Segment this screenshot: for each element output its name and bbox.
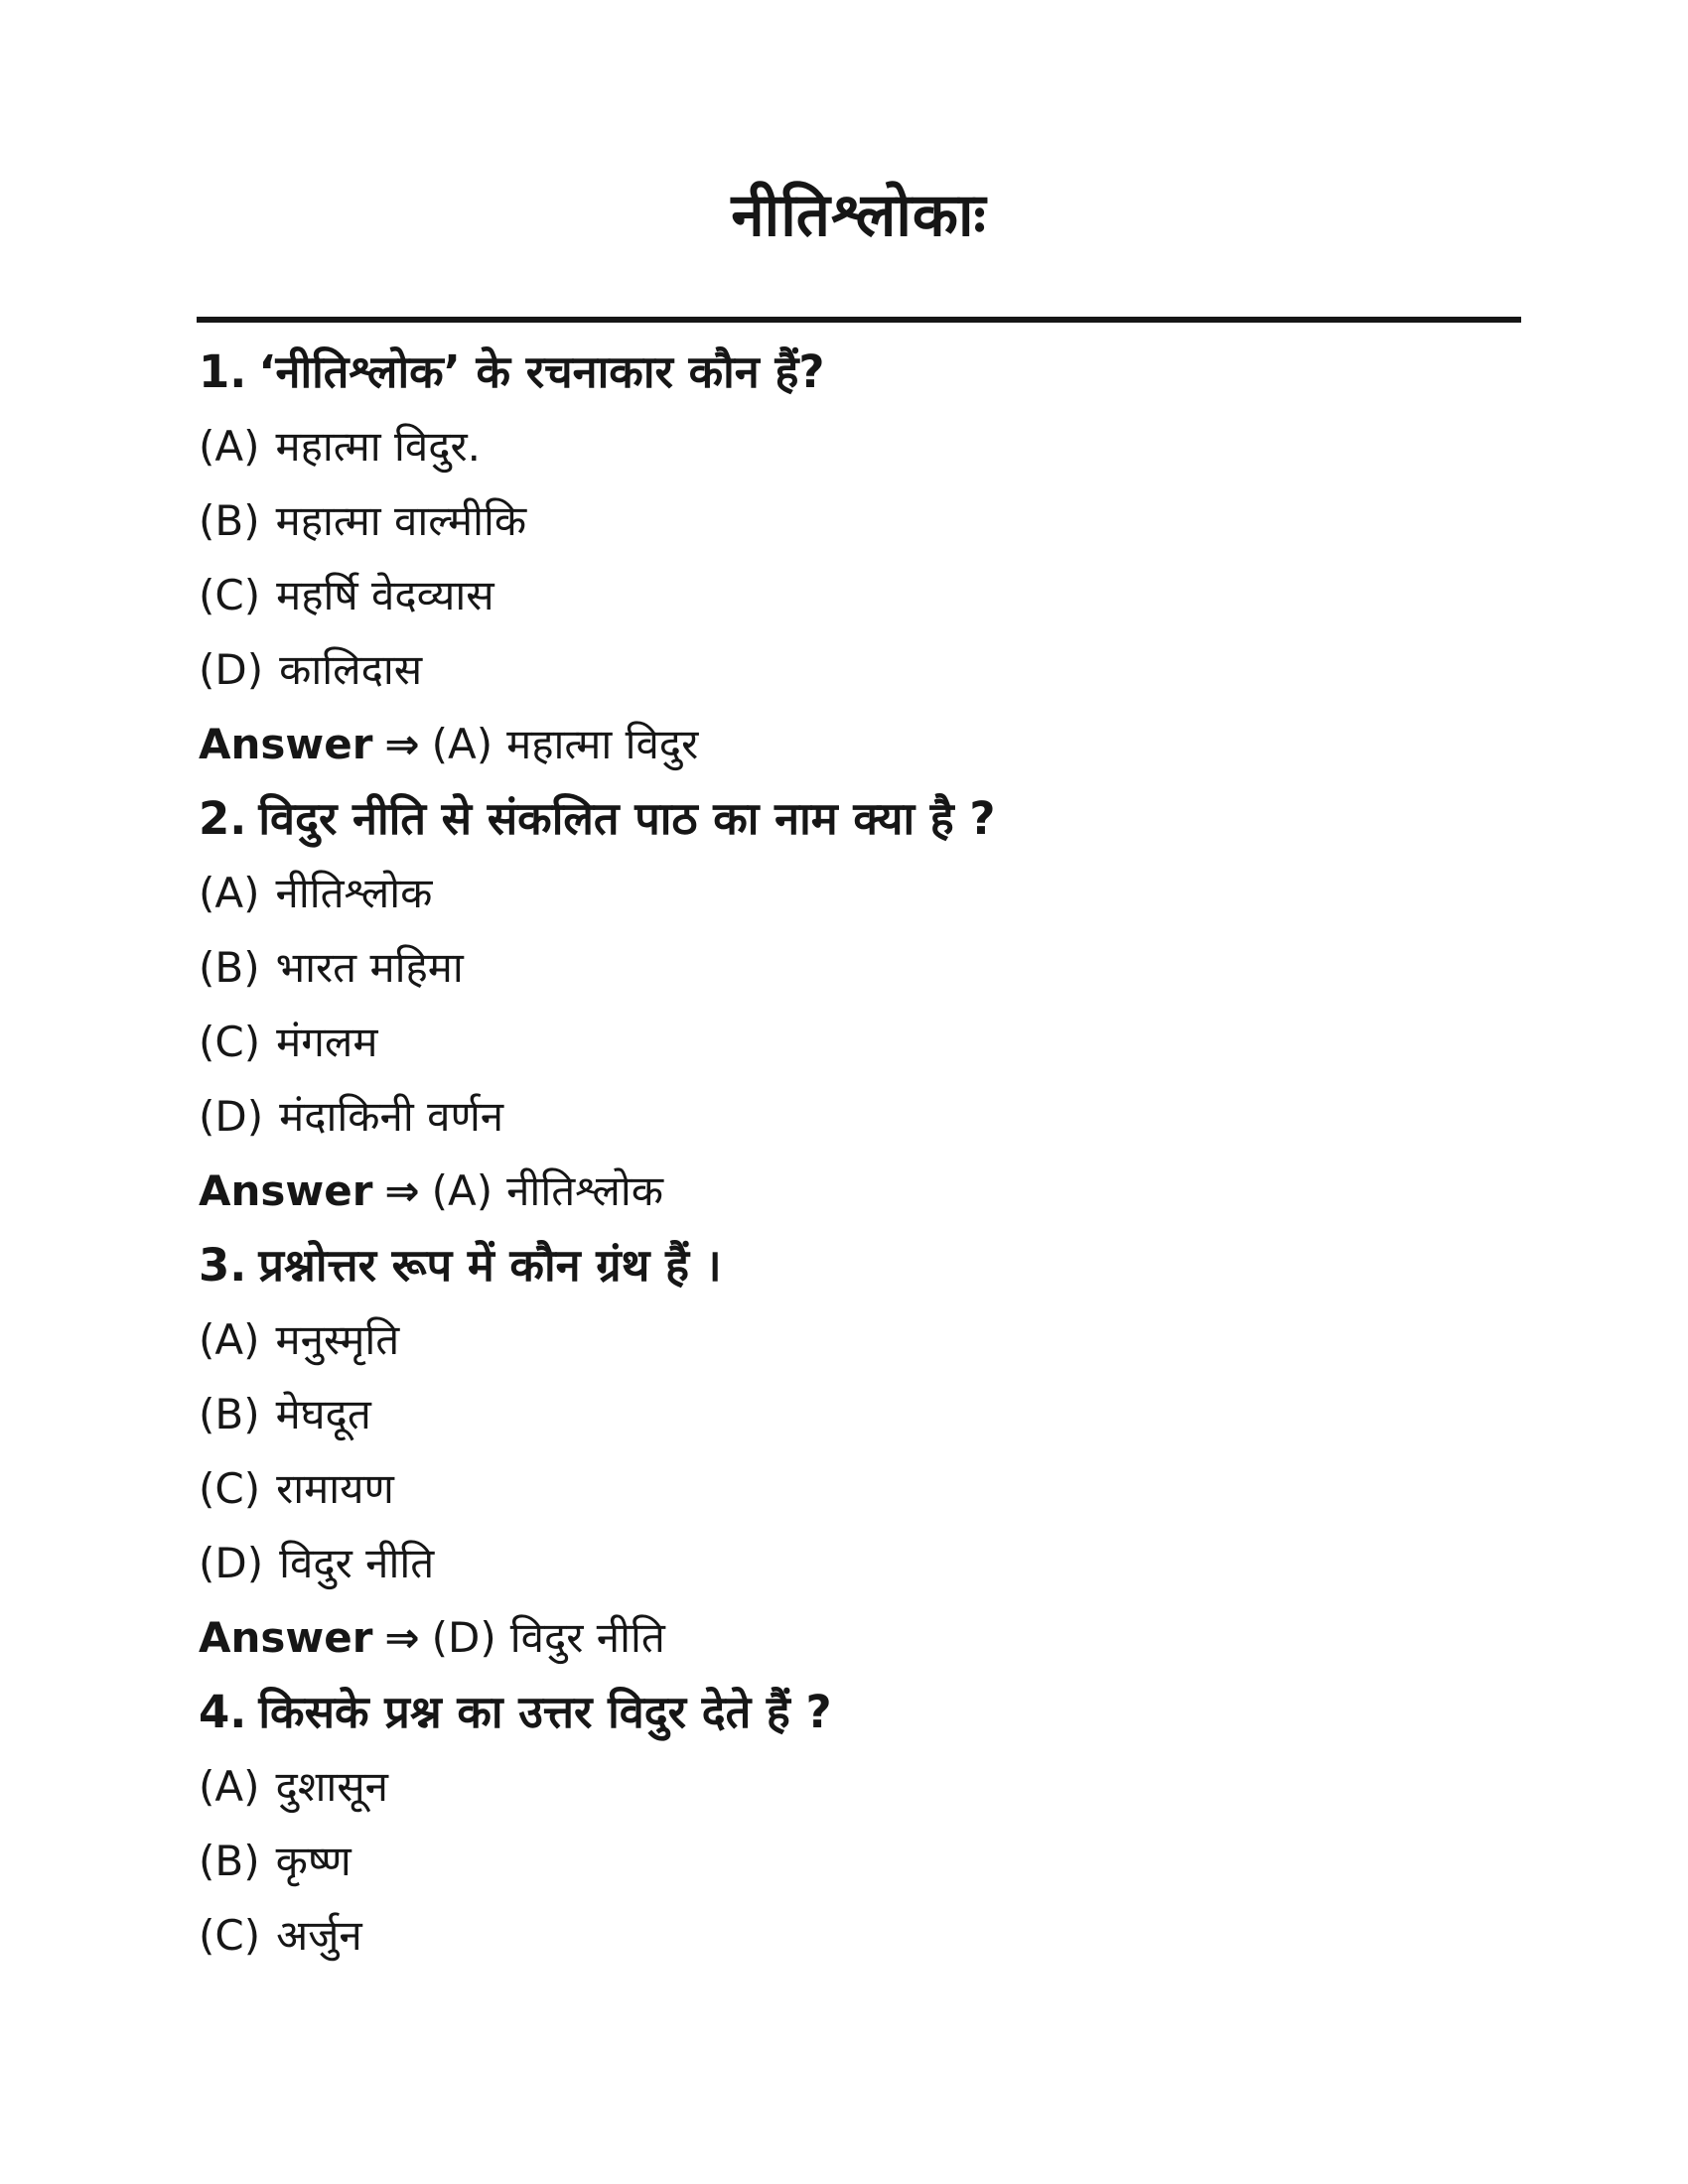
question-text: विदुर नीति से संकलित पाठ का नाम क्या है ? bbox=[258, 792, 996, 845]
option-row bbox=[199, 1836, 1521, 1887]
option-text: कृष्ण bbox=[275, 1837, 352, 1885]
option-row bbox=[199, 570, 1521, 621]
option-row bbox=[199, 1314, 1521, 1366]
option-key: (A) bbox=[199, 422, 260, 471]
option-key: (C) bbox=[199, 1911, 261, 1960]
answer-key: (A) bbox=[431, 720, 493, 768]
answer-text: विदुर नीति bbox=[509, 1613, 665, 1662]
option-key: (B) bbox=[199, 943, 260, 992]
option-key: (C) bbox=[199, 1018, 261, 1066]
option-row bbox=[199, 644, 1521, 696]
option-text: मंगलम bbox=[276, 1018, 378, 1066]
option-text: विदुर नीति bbox=[279, 1539, 435, 1587]
question-number: 1. bbox=[199, 345, 247, 398]
option-row bbox=[199, 1761, 1521, 1813]
option-text: रामायण bbox=[276, 1464, 394, 1513]
question-text: ‘नीतिश्लोक’ के रचनाकार कौन हैं? bbox=[258, 345, 825, 398]
option-row bbox=[199, 1910, 1521, 1962]
option-key: (B) bbox=[199, 496, 260, 545]
option-row bbox=[199, 1389, 1521, 1440]
option-text: अर्जुन bbox=[276, 1911, 362, 1960]
option-text: नीतिश्लोक bbox=[275, 869, 433, 917]
option-row bbox=[199, 495, 1521, 547]
option-key: (A) bbox=[199, 1315, 260, 1364]
question-number: 3. bbox=[199, 1239, 247, 1292]
option-row bbox=[199, 421, 1521, 473]
answer-label: Answer bbox=[199, 1166, 373, 1215]
option-row bbox=[199, 1538, 1521, 1589]
option-row bbox=[199, 1017, 1521, 1068]
option-row bbox=[199, 1091, 1521, 1143]
option-row bbox=[199, 942, 1521, 994]
option-key: (C) bbox=[199, 571, 261, 619]
option-text: मंदाकिनी वर्णन bbox=[279, 1092, 504, 1141]
question-row bbox=[199, 1240, 1521, 1292]
question-row bbox=[199, 793, 1521, 845]
question-row bbox=[199, 1687, 1521, 1738]
arrow-right-icon: ⇒ bbox=[384, 1166, 420, 1215]
option-row bbox=[199, 1463, 1521, 1515]
option-key: (C) bbox=[199, 1464, 261, 1513]
answer-text: महात्मा विदुर bbox=[506, 720, 699, 768]
answer-row bbox=[199, 1612, 1521, 1664]
answer-row bbox=[199, 719, 1521, 770]
question-number: 4. bbox=[199, 1686, 247, 1738]
option-text: मनुस्मृति bbox=[275, 1315, 400, 1364]
question-row bbox=[199, 346, 1521, 398]
option-text: महात्मा वाल्मीकि bbox=[275, 496, 527, 545]
quiz-content bbox=[0, 323, 1688, 1962]
answer-label: Answer bbox=[199, 720, 373, 768]
option-key: (A) bbox=[199, 869, 260, 917]
option-text: दुशासून bbox=[275, 1762, 388, 1811]
option-text: कालिदास bbox=[279, 645, 423, 694]
page-title: नीतिश्लोकाः bbox=[731, 181, 987, 250]
question-text: प्रश्नोत्तर रूप में कौन ग्रंथ हैं । bbox=[258, 1239, 722, 1292]
option-text: भारत महिमा bbox=[275, 943, 464, 992]
option-key: (D) bbox=[199, 1539, 264, 1587]
answer-label: Answer bbox=[199, 1613, 373, 1662]
option-text: महात्मा विदुर. bbox=[275, 422, 482, 471]
option-text: महर्षि वेदव्यास bbox=[276, 571, 494, 619]
arrow-right-icon: ⇒ bbox=[384, 1613, 420, 1662]
answer-text: नीतिश्लोक bbox=[506, 1166, 664, 1215]
option-key: (B) bbox=[199, 1390, 260, 1438]
answer-key: (D) bbox=[431, 1613, 496, 1662]
option-text: मेघदूत bbox=[275, 1390, 371, 1438]
answer-row bbox=[199, 1165, 1521, 1217]
option-row bbox=[199, 868, 1521, 919]
option-key: (A) bbox=[199, 1762, 260, 1811]
option-key: (D) bbox=[199, 645, 264, 694]
question-text: किसके प्रश्न का उत्तर विदुर देते हैं ? bbox=[258, 1686, 832, 1738]
question-number: 2. bbox=[199, 792, 247, 845]
option-key: (D) bbox=[199, 1092, 264, 1141]
option-key: (B) bbox=[199, 1837, 260, 1885]
answer-key: (A) bbox=[431, 1166, 493, 1215]
arrow-right-icon: ⇒ bbox=[384, 720, 420, 768]
